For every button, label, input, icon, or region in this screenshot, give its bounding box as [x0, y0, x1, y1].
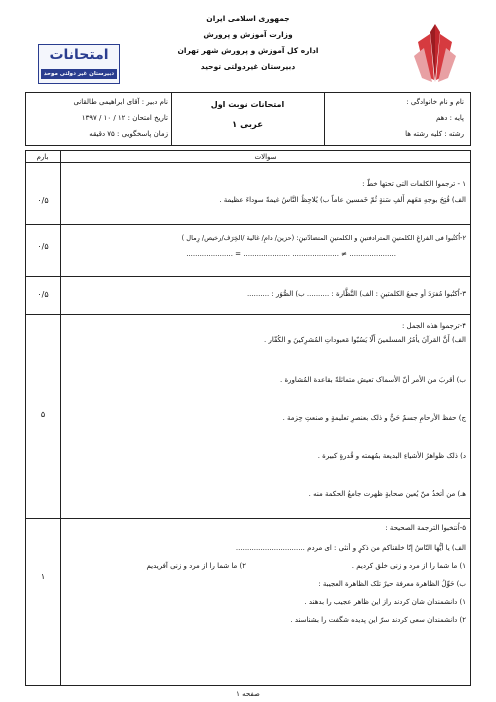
q5-a-option-2: ۲) ما شما را از مرد و زنی آفریدیم [146, 562, 246, 570]
q4-sentence-c: ج) حفظ الأرحامِ جسمٌ حَيٌّ و ذلک بعنصرِ تعلیمةٍ و صنعتِ حِزمة . [282, 414, 466, 422]
q4-sentence-e: هـ) من أتخذُ منّ یُعین صحابةٍ ظهرت جامعُ الحکمة منه . [308, 490, 466, 498]
q4-sentence-d: د) ذلک ظواهرُ الأشیاءِ البدیعة بمُهمته و قُدرةٍ کبیرة . [317, 452, 466, 460]
field-label: رشته : کلیه رشته ها [405, 130, 464, 138]
q5-score: ۱ [40, 572, 46, 581]
q5-title: ۵-اُنتخبوا الترجمة الصحیحة : [385, 524, 466, 532]
q4-score: ۵ [40, 410, 46, 419]
directorate-heading: اداره کل آموزش و پرورش شهر تهران [177, 46, 319, 55]
ministry-heading: وزارت آموزش و پرورش [203, 30, 293, 39]
q3-text: ۳-اُکتُبوا مُفرَدَ أو جمعَ الکلمتینِ : الف) النَّظَّارة : .......... ب) الصُّوَر : .......... [246, 290, 466, 298]
duration-label: زمان پاسخگویی : ۷۵ دقیقه [89, 130, 168, 138]
q1-text: الف) فُتِحَ بوجهِ مَعَهم أَلفِ سَنةٍ ثُمّ خَمسین عاماً ب) یُلاحِظُ النَّاسُ غیمةً سوداءَ عظیمة . [219, 196, 466, 204]
q2-blanks: ..................... = ..................... ..................... ≠ ..................... [186, 250, 396, 258]
exam-date-label: تاریخ امتحان : ۱۲ / ۱۰ / ۱۳۹۷ [81, 114, 168, 122]
q2-score: ۰/۵ [37, 242, 49, 251]
q5-b-option-2: ۲) دانشمندان سعی کردند سرّ این پدیده شگفت را بشناسند . [290, 616, 466, 624]
q5-b-option-1: ۱) دانشمندان شان کردند راز این ظاهر عجیب را بدهند . [304, 598, 466, 606]
q5-part-b: ب) حَوِّلُ الظاهرة معرفة حیرٌ تلک الظاهرة العجیبة : [318, 580, 466, 588]
school-heading: دبیرستان غیردولتی توحید [200, 62, 296, 71]
exam-logo-subtitle: دبیرستان غیر دولتی موحد [41, 69, 117, 79]
q4-title: ۴-ترجموا هذه الجمل : [401, 322, 466, 330]
exam-logo-title: امتحانات [49, 47, 109, 63]
grade-label: پایه : دهم [435, 114, 464, 122]
subject-title: عربی ۱ [231, 120, 264, 130]
school-emblem-icon [412, 22, 458, 86]
q1-title: ۱ - ترجموا الکلمات التی تحتها خطّ : [362, 180, 466, 188]
q5-a-option-1: ۱) ما شما را از مرد و زنی خلق کردیم . [351, 562, 466, 570]
q3-score: ۰/۵ [37, 290, 49, 299]
exam-title: امتحانات نوبت اول [210, 100, 285, 109]
student-name-label: نام و نام خانوادگی : [406, 98, 464, 106]
col-score-header: بارم [36, 153, 49, 161]
col-questions-header: سوالات [254, 153, 277, 161]
q5-part-a: الف) یا أیُّها النّاسُ إنّا خلقناکم من ذکرٍ و أنثی : ای مردم ............................... [235, 544, 466, 552]
page-number: صفحه ۱ [236, 690, 260, 698]
republic-heading: جمهوری اسلامی ایران [206, 14, 290, 23]
q4-sentence-b: ب) أقربَ من الأمر أنّ الأسماک تعیش متماثلةً بقاعدة المُشاورة . [280, 376, 466, 384]
q4-sentence-a: الف) أَنَّ القرآنَ یأمُرُ المسلمینَ أَلّا یَسُبّوا مَعبوداتِ المُشرِکینَ و الکُفّار . [264, 336, 466, 344]
q2-title: ۲-اُکتُبوا فی الفراغِ الکلمتینِ المترادفتینِ و الکلمتینِ المتضادّتینِ: (حزین/ دامِ/ غالیة /الخِرَف/رخیص/ رِمال ) [181, 234, 466, 242]
teacher-label: نام دبیر : آقای ابراهیمی طالقانی [73, 98, 168, 106]
exam-logo [38, 44, 120, 84]
q1-score: ۰/۵ [37, 196, 49, 205]
